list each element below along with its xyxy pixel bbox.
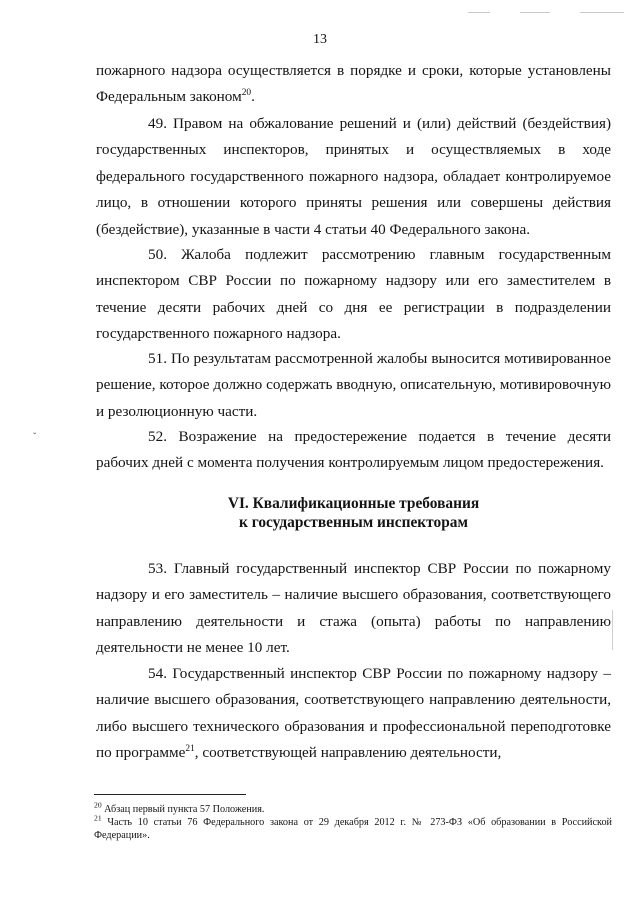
paragraph-tail: . bbox=[251, 88, 255, 106]
footnote-ref: 21 bbox=[185, 744, 195, 755]
scan-artifact bbox=[468, 12, 490, 13]
footnote-number: 21 bbox=[94, 813, 102, 823]
paragraph-tail: , соответствующей направлению деятельности, bbox=[194, 744, 502, 762]
paragraph-52: 52. Возражение на предостережение подается в течение десяти рабочих дней с момента получения контролируемым лицом предостережения. bbox=[96, 428, 611, 472]
scan-artifact bbox=[580, 12, 624, 13]
footnote-21 bbox=[94, 813, 612, 842]
paragraph-53: 53. Главный государственный инспектор СВР России по пожарному надзору и его заместитель – наличие высшего образования, соответствующего направлению деятельности и стажа (опыта) работы по направлению деятельности не менее 10 лет. bbox=[96, 560, 611, 657]
footnote-number: 20 bbox=[94, 800, 102, 810]
footnote-text: Абзац первый пункта 57 Положения. bbox=[101, 804, 265, 815]
scan-artifact bbox=[612, 610, 613, 650]
paragraph-continuation bbox=[96, 58, 611, 111]
footnote-ref: 20 bbox=[241, 88, 252, 99]
paragraph-54 bbox=[96, 661, 611, 767]
scan-artifact bbox=[520, 12, 550, 13]
section-heading-line-2: к государственным инспекторам bbox=[239, 514, 468, 531]
paragraph-50: 50. Жалоба подлежит рассмотрению главным государственным инспектором СВР России по пожарному надзору или его заместителем в течение десяти рабочих дней со дня ее регистрации в подразделении государственного пожарного надзора. bbox=[96, 246, 611, 343]
margin-mark: ˇ bbox=[33, 432, 37, 443]
paragraph-text: пожарного надзора осуществляется в порядке и сроки, которые установлены Федеральным законом bbox=[96, 62, 611, 106]
section-heading bbox=[96, 494, 611, 532]
page-number: 13 bbox=[313, 32, 327, 47]
paragraph-49: 49. Правом на обжалование решений и (или) действий (бездействия) государственных инспекторов, принятых и осуществляемых в ходе федерального государственного пожарного надзора, обладает контролируемое лицо, в отношении которого приняты решения или совершены действия (бездействие), указанные в части 4 статьи 40 Федерального закона. bbox=[96, 115, 611, 238]
section-heading-line-1: VI. Квалификационные требования bbox=[227, 495, 480, 512]
paragraph-51: 51. По результатам рассмотренной жалобы выносится мотивированное решение, которое должно содержать вводную, описательную, мотивировочную и резолюционную части. bbox=[96, 350, 611, 420]
paragraph-text: 54. Государственный инспектор СВР России по пожарному надзору – наличие высшего образования, соответствующего направлению деятельности, либо высшего технического образования и профессиональной переподготовке по программе bbox=[96, 665, 611, 762]
footnote-text: Часть 10 статьи 76 Федерального закона от 29 декабря 2012 г. № 273-ФЗ «Об образовании в Российской Федерации». bbox=[94, 817, 612, 841]
footnote-20 bbox=[94, 800, 612, 816]
footnote-separator bbox=[94, 794, 246, 795]
